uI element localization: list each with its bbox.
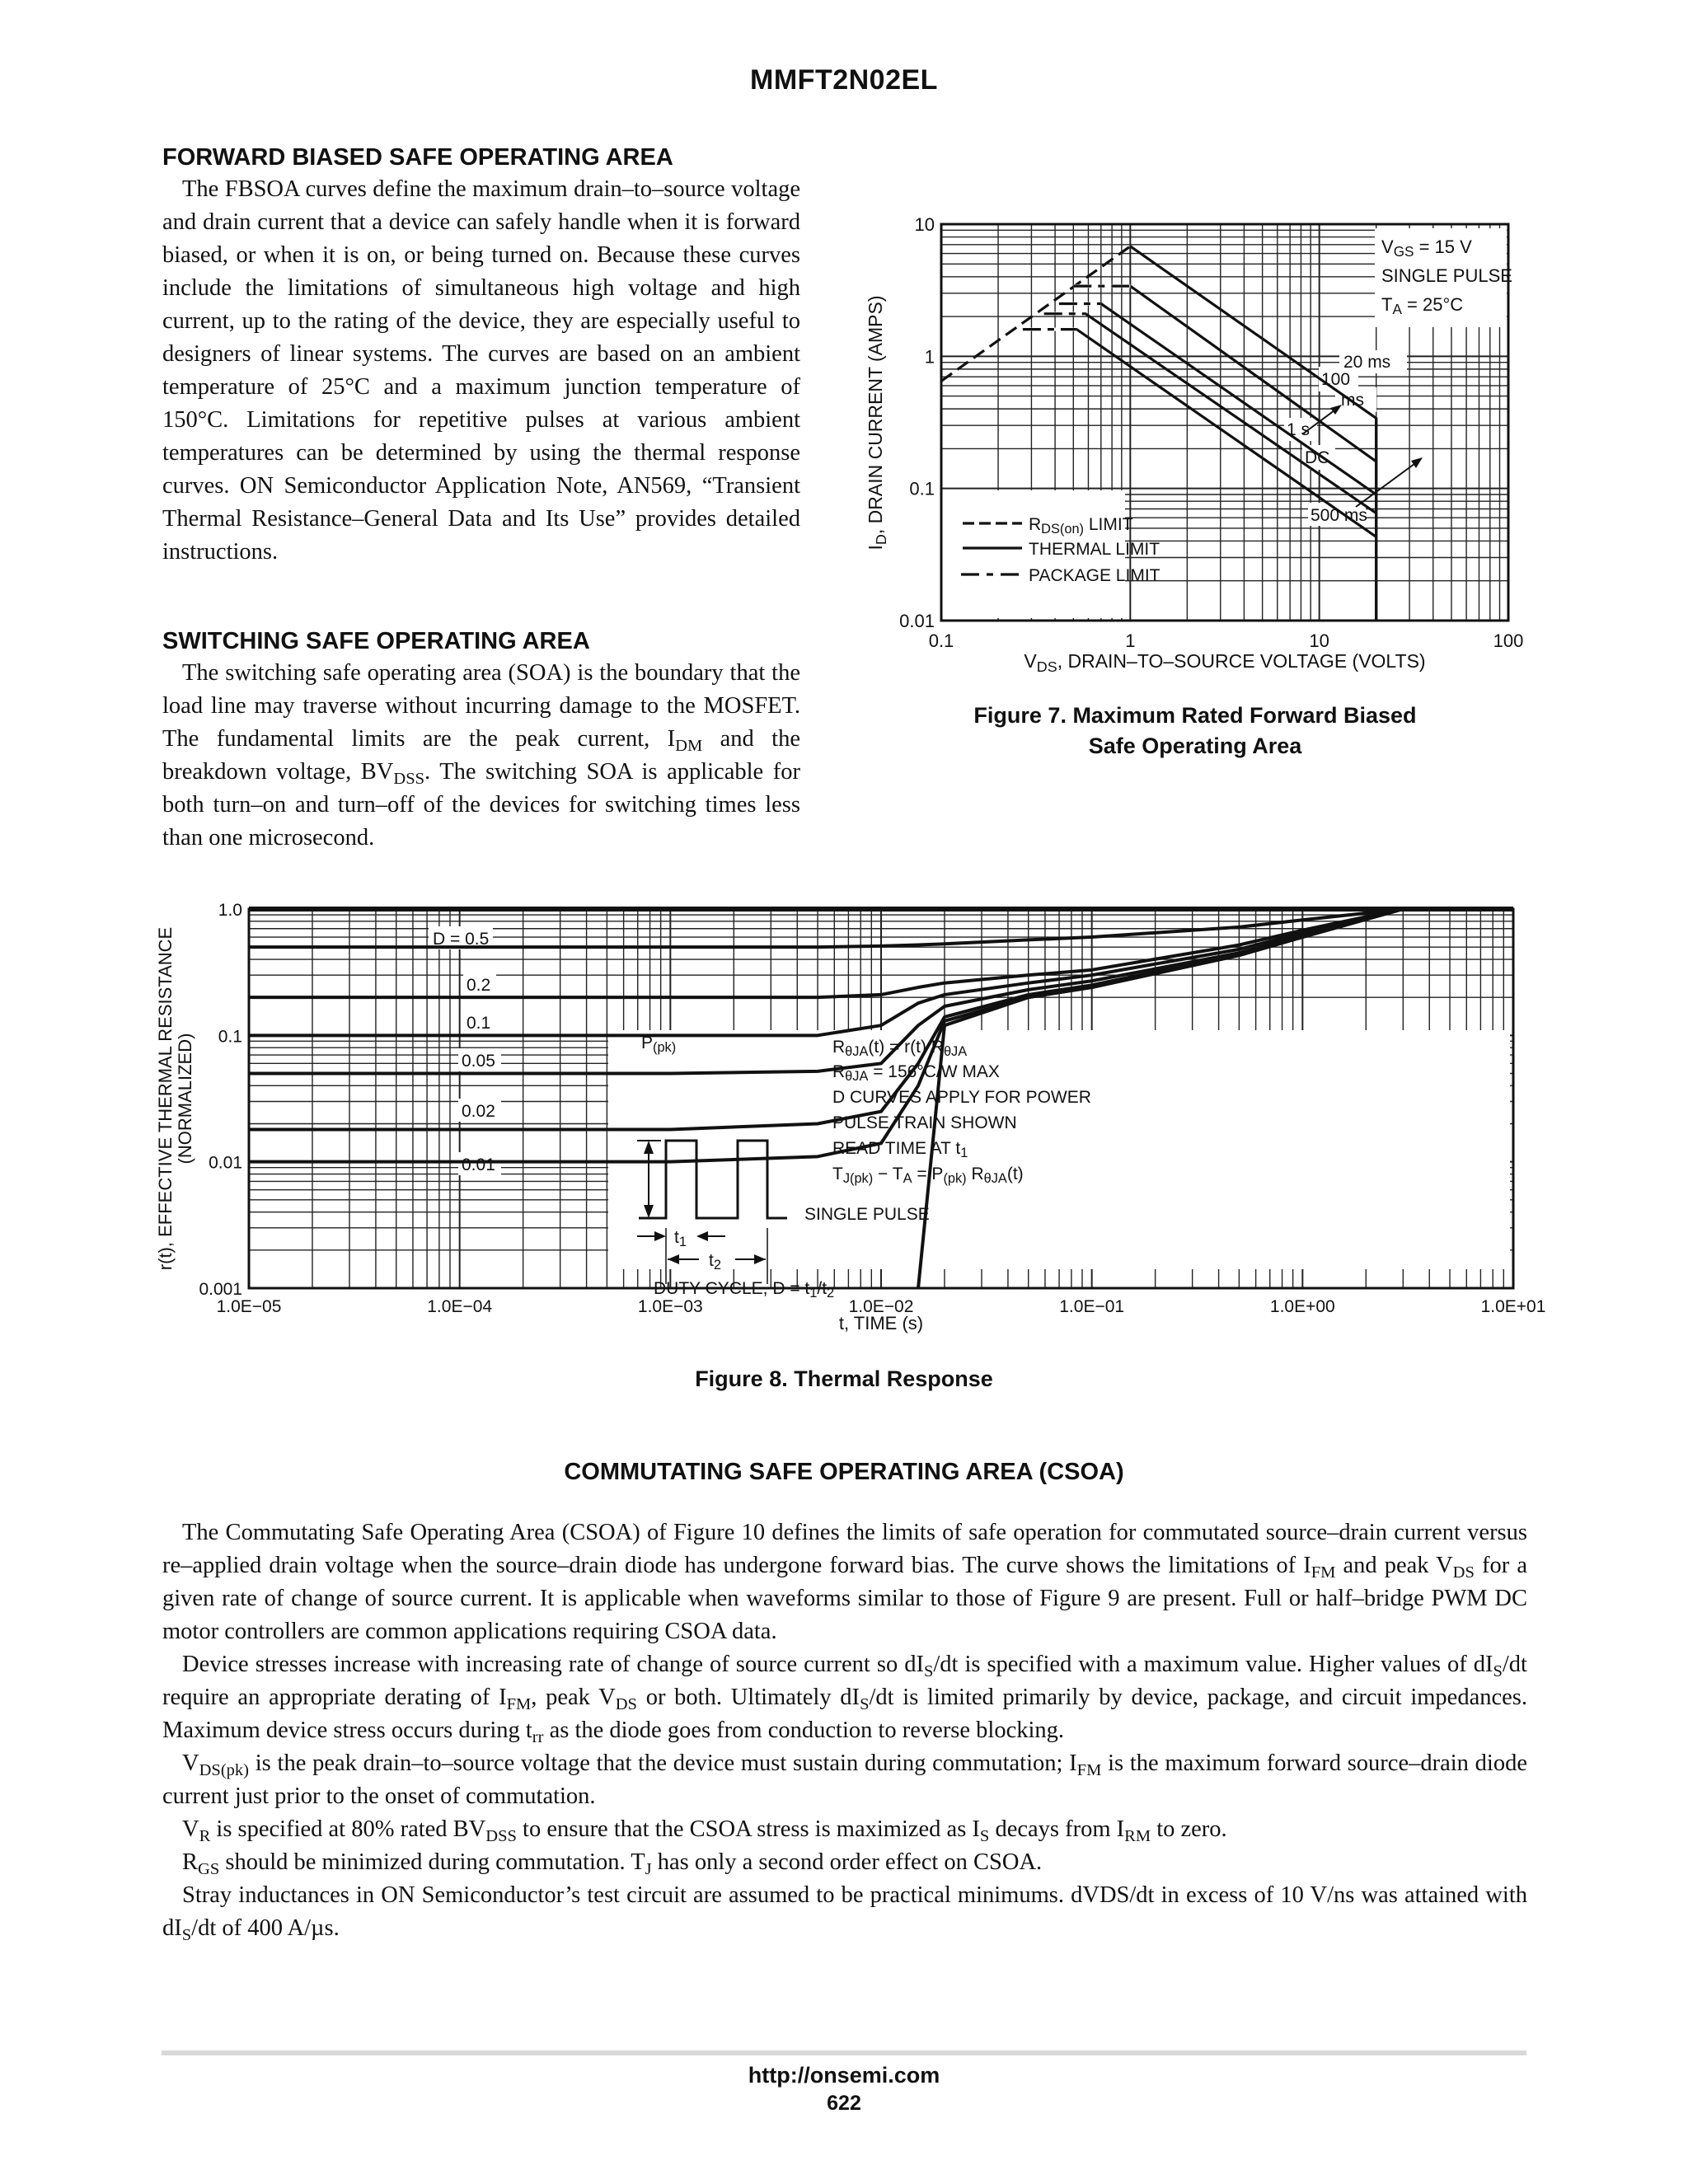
text-run: as the diode goes from conduction to reverse blocking.	[543, 1718, 1065, 1743]
figure-8-thermal-response-chart	[148, 890, 1550, 1335]
text-run: The Commutating Safe Operating Area (CSOA) of Figure 10 defines the limits of safe operation for commutated source–drain current versus re–applied drain voltage when the source–drain diode has undergone forward bias. The curve shows the limitations of I	[162, 1520, 1527, 1578]
text-run: to zero.	[1151, 1816, 1227, 1842]
legend-label-thermal: THERMAL LIMIT	[1029, 540, 1160, 559]
subscript: J	[645, 1860, 652, 1879]
x-axis-title: t, TIME (s)	[838, 1313, 924, 1333]
fbsoa-heading: FORWARD BIASED SAFE OPERATING AREA	[162, 144, 673, 171]
figure-8-caption: Figure 8. Thermal Response	[695, 1366, 993, 1391]
x-tick-label: 1.0E−04	[427, 1297, 493, 1316]
csoa-body	[162, 1516, 1527, 1945]
y-axis-title: ID, DRAIN CURRENT (AMPS)	[865, 295, 889, 551]
text-run: and the breakdown voltage, BV	[162, 726, 800, 785]
inset-t2-label: t2	[709, 1251, 721, 1272]
y-axis-title-line1: r(t), EFFECTIVE THERMAL RESISTANCE	[155, 926, 176, 1271]
curve-label-500ms: 500 ms	[1311, 506, 1367, 525]
y-tick-label: 0.1	[909, 478, 935, 499]
subscript: DS(pk)	[199, 1761, 249, 1780]
subscript: FM	[506, 1695, 532, 1714]
footer-divider	[162, 2050, 1526, 2055]
subscript: FM	[1311, 1563, 1336, 1582]
x-tick-label: 1.0E−01	[1059, 1297, 1125, 1316]
x-axis-title: VDS, DRAIN–TO–SOURCE VOLTAGE (VOLTS)	[1024, 650, 1426, 675]
curve-label: 0.2	[467, 976, 491, 995]
csoa-paragraph-2	[162, 1648, 1527, 1747]
page-number: 622	[827, 2092, 861, 2115]
subscript: DSS	[393, 770, 425, 789]
text-run: is the maximum forward source–drain diode current just prior to the onset of commutation.	[162, 1750, 1527, 1809]
condition-ta: TA = 25°C	[1381, 294, 1464, 318]
text-run: for a given rate of change of source current. It is applicable when waveforms similar to those of Figure 9 are present. Full or half–bridge PWM DC motor controllers are common applications requiring CSOA data.	[162, 1553, 1527, 1644]
text-run: should be minimized during commutation. T	[219, 1849, 645, 1875]
subscript: DSS	[485, 1827, 517, 1846]
text-run: V	[182, 1750, 199, 1776]
subscript: rr	[532, 1728, 544, 1747]
text-run: is the peak drain–to–source voltage that the device must sustain during commutation; I	[249, 1750, 1077, 1776]
curve-rds-on-limit	[941, 246, 1130, 381]
text-run: Device stresses increase with increasing rate of change of source current so dI	[182, 1652, 924, 1677]
y-tick-label: 0.01	[899, 611, 935, 631]
inset-t1-label: t1	[674, 1228, 687, 1249]
ssoa-paragraph	[162, 657, 800, 855]
figure-7-caption-line1: Figure 7. Maximum Rated Forward Biased	[973, 703, 1417, 728]
subscript: R	[199, 1827, 211, 1846]
curve-label: 0.02	[462, 1102, 495, 1121]
figure-7-plot	[857, 210, 1533, 688]
text-run: R	[182, 1849, 199, 1875]
y-tick-label: 0.001	[199, 1280, 242, 1299]
text-run: has only a second order effect on CSOA.	[651, 1849, 1043, 1875]
text-run: /dt is limited primarily by device, package, and circuit impedances. Maximum device stress occurs during t	[162, 1685, 1527, 1743]
subscript: DS	[615, 1695, 637, 1714]
curve-label-dc: DC	[1305, 448, 1330, 467]
y-tick-label: 0.01	[209, 1153, 242, 1173]
x-tick-label: 1	[1125, 630, 1136, 651]
subscript: S	[923, 1662, 934, 1681]
x-tick-label: 1.0E−02	[848, 1297, 914, 1316]
curve-label-100ms-unit: ms	[1341, 391, 1364, 410]
inset-note-read-time: READ TIME AT t1	[832, 1139, 968, 1160]
curve-label: D = 0.5	[433, 930, 490, 949]
text-run: or both. Ultimately dI	[636, 1685, 860, 1710]
inset-equation-rthja-max: RθJA = 156°C/W MAX	[832, 1062, 1000, 1084]
inset-ppk-label: P(pk)	[641, 1033, 677, 1055]
arrow-500ms	[1356, 462, 1418, 507]
x-tick-label: 100	[1493, 630, 1524, 651]
subscript: RM	[1124, 1827, 1151, 1846]
text-run: decays from I	[989, 1816, 1125, 1842]
csoa-paragraph-3	[162, 1747, 1527, 1813]
csoa-paragraph-4	[162, 1813, 1527, 1846]
condition-single-pulse: SINGLE PULSE	[1381, 265, 1512, 286]
legend-label-rds-on: RDS(on) LIMIT	[1029, 515, 1133, 537]
csoa-paragraph-6	[162, 1879, 1527, 1945]
subscript: S	[1493, 1662, 1503, 1681]
x-tick-label: 10	[1309, 630, 1329, 651]
csoa-heading: COMMUTATING SAFE OPERATING AREA (CSOA)	[564, 1459, 1124, 1485]
subscript: DS	[1452, 1563, 1475, 1582]
fbsoa-paragraph: The FBSOA curves define the maximum drain–to–source voltage and drain current that a device can safely handle when it is forward biased, or when it is on, or being turned on. Because these curves include the limitations of simultaneous high voltage and high current, up to the rating of the device, they are especially useful to designers of linear systems. The curves are based on an ambient temperature of 25°C and a maximum junction temperature of 150°C. Limitations for repetitive pulses at various ambient temperatures can be determined by using the thermal response curves. ON Semiconductor Application Note, AN569, “Transient Thermal Resistance–General Data and Its Use” provides detailed instructions.	[162, 176, 800, 565]
text-run: /dt require an appropriate derating of I	[162, 1652, 1527, 1710]
fbsoa-body	[162, 173, 800, 569]
text-run: Stray inductances in ON Semiconductor’s test circuit are assumed to be practical minimums. dVDS/dt in excess of 10 V/ns was attained with dI	[162, 1882, 1527, 1941]
x-tick-label: 1.0E−03	[637, 1297, 703, 1316]
text-run: V	[182, 1816, 199, 1842]
text-run: is specified at 80% rated BV	[210, 1816, 486, 1842]
legend-label-package: PACKAGE LIMIT	[1029, 566, 1160, 585]
figure-7-soa-chart	[857, 210, 1533, 688]
curve-label: 0.01	[462, 1155, 495, 1174]
csoa-paragraph-1	[162, 1516, 1527, 1648]
x-tick-label: 1.0E−05	[216, 1297, 282, 1316]
csoa-paragraph-5	[162, 1846, 1527, 1879]
subscript: S	[979, 1827, 990, 1846]
figure-7-caption	[857, 701, 1533, 762]
subscript: FM	[1076, 1761, 1102, 1780]
text-run: . The switching SOA is applicable for both turn–on and turn–off of the devices for switching times less than one microsecond.	[162, 759, 800, 851]
ssoa-heading: SWITCHING SAFE OPERATING AREA	[162, 628, 590, 654]
curve-label-100ms: 100	[1321, 370, 1351, 389]
subscript: S	[181, 1926, 192, 1945]
text-run: , peak V	[531, 1685, 616, 1710]
curve-20-ms	[1130, 246, 1376, 621]
text-run: and peak V	[1335, 1553, 1453, 1578]
curve-label-20ms: 20 ms	[1343, 353, 1391, 372]
text-run: to ensure that the CSOA stress is maximized as I	[516, 1816, 980, 1842]
y-tick-label: 0.1	[218, 1027, 242, 1047]
arrowhead-500ms	[1411, 457, 1423, 468]
subscript: GS	[198, 1860, 220, 1879]
inset-equation-rthja-t: RθJA(t) = r(t) RθJA	[832, 1038, 968, 1059]
inset-note-pulse-train: PULSE TRAIN SHOWN	[832, 1113, 1017, 1132]
curve-label: SINGLE PULSE	[804, 1205, 930, 1224]
x-tick-label: 0.1	[928, 630, 954, 651]
curve-label-1s: 1 s	[1287, 420, 1311, 439]
footer-url-link[interactable]: http://onsemi.com	[748, 2063, 940, 2088]
inset-duty-cycle-label: DUTY CYCLE, D = t1/t2	[654, 1279, 835, 1301]
x-tick-label: 1.0E+01	[1480, 1297, 1546, 1316]
curve-label: 0.05	[462, 1052, 495, 1071]
y-tick-label: 1.0	[218, 901, 242, 920]
ssoa-body	[162, 657, 800, 855]
inset-equation-tj: TJ(pk) − TA = P(pk) RθJA(t)	[832, 1165, 1024, 1186]
text-run: The switching safe operating area (SOA) is the boundary that the load line may traverse without incurring damage to the MOSFET. The fundamental limits are the peak current, I	[162, 660, 800, 752]
page-title: MMFT2N02EL	[750, 64, 938, 96]
figure-7-caption-line2: Safe Operating Area	[1088, 733, 1302, 758]
text-run: /dt is specified with a maximum value. Higher values of dI	[933, 1652, 1493, 1677]
y-tick-label: 10	[914, 214, 935, 235]
y-tick-label: 1	[924, 346, 935, 368]
x-tick-label: 1.0E+00	[1269, 1297, 1335, 1316]
figure-8-plot	[148, 890, 1550, 1335]
subscript: DM	[675, 737, 703, 756]
condition-vgs: VGS = 15 V	[1381, 237, 1472, 260]
text-run: /dt of 400 A/µs.	[191, 1915, 340, 1941]
curve-label: 0.1	[467, 1014, 491, 1033]
subscript: S	[860, 1695, 870, 1714]
y-axis-title-line2: (NORMALIZED)	[175, 1033, 195, 1165]
inset-background	[608, 1030, 1510, 1269]
inset-note-d-curves: D CURVES APPLY FOR POWER	[832, 1088, 1091, 1107]
